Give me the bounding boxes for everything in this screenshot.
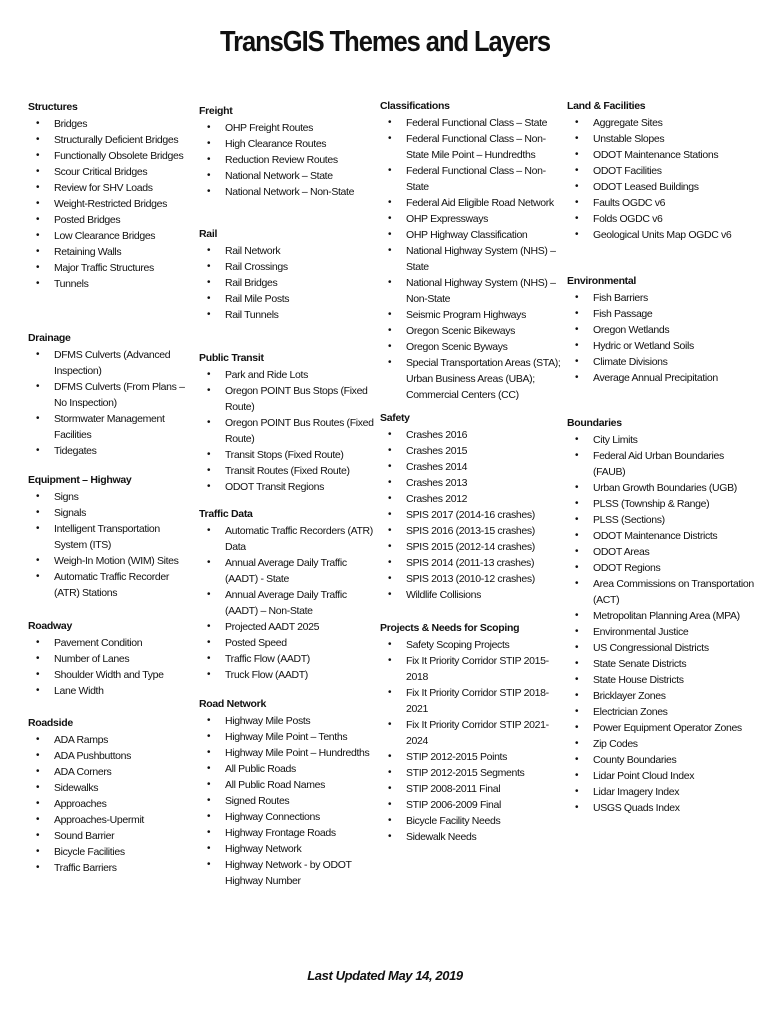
layer-list-item: • ODOT Regions xyxy=(567,560,757,576)
layer-list-item: • Rail Tunnels xyxy=(199,307,379,323)
layer-list-item: • SPIS 2017 (2014-16 crashes) xyxy=(380,507,562,523)
layer-list xyxy=(28,116,193,292)
layer-list-item: • Unstable Slopes xyxy=(567,131,757,147)
layer-list-item: • ODOT Maintenance Districts xyxy=(567,528,757,544)
layer-list-item: • Power Equipment Operator Zones xyxy=(567,720,757,736)
layer-list-item: • Number of Lanes xyxy=(28,651,193,667)
layer-list-item: • ODOT Facilities xyxy=(567,163,757,179)
layer-list-item: • Rail Bridges xyxy=(199,275,379,291)
layer-list-item: • Highway Network xyxy=(199,841,379,857)
layer-list-item: • Geological Units Map OGDC v6 xyxy=(567,227,757,243)
layer-list-item: • Truck Flow (AADT) xyxy=(199,667,379,683)
layer-list-item: • Highway Network - by ODOT Highway Number xyxy=(199,857,379,889)
layer-list xyxy=(199,523,379,683)
layer-list-item: • Traffic Flow (AADT) xyxy=(199,651,379,667)
layer-list-item: • Transit Routes (Fixed Route) xyxy=(199,463,379,479)
layer-list-item: • Structurally Deficient Bridges xyxy=(28,132,193,148)
layer-list-item: • Fish Passage xyxy=(567,306,757,322)
layer-list-item: • Approaches xyxy=(28,796,193,812)
layer-list xyxy=(199,243,379,323)
layer-list xyxy=(28,732,193,876)
layer-list-item: • PLSS (Sections) xyxy=(567,512,757,528)
layer-list-item: • Oregon Scenic Byways xyxy=(380,339,562,355)
layer-list-item: • Pavement Condition xyxy=(28,635,193,651)
layer-list-item: • Electrician Zones xyxy=(567,704,757,720)
layer-list-item: • Highway Connections xyxy=(199,809,379,825)
section-heading: Rail xyxy=(199,228,218,240)
layer-list-item: • Seismic Program Highways xyxy=(380,307,562,323)
layer-list-item: • Fish Barriers xyxy=(567,290,757,306)
layer-list-item: • Federal Functional Class – Non-State xyxy=(380,163,562,195)
layer-list-item: • Major Traffic Structures xyxy=(28,260,193,276)
layer-list-item: • Hydric or Wetland Soils xyxy=(567,338,757,354)
layer-list-item: • Crashes 2016 xyxy=(380,427,562,443)
layer-list-item: • DFMS Culverts (Advanced Inspection) xyxy=(28,347,193,379)
section-freight xyxy=(199,104,379,200)
layer-list-item: • Intelligent Transportation System (ITS) xyxy=(28,521,193,553)
section-roadside xyxy=(28,716,193,876)
layer-list-item: • SPIS 2013 (2010-12 crashes) xyxy=(380,571,562,587)
layer-list-item: • ADA Ramps xyxy=(28,732,193,748)
layer-list-item: • All Public Roads xyxy=(199,761,379,777)
section-drainage xyxy=(28,331,193,459)
section-boundaries xyxy=(567,416,757,816)
layer-list-item: • Scour Critical Bridges xyxy=(28,164,193,180)
layer-list-item: • Annual Average Daily Traffic (AADT) – Non-State xyxy=(199,587,379,619)
layer-list-item: • Traffic Barriers xyxy=(28,860,193,876)
layer-list-item: • National Highway System (NHS) – State xyxy=(380,243,562,275)
layer-list-item: • Crashes 2013 xyxy=(380,475,562,491)
layer-list-item: • Approaches-Upermit xyxy=(28,812,193,828)
layer-list xyxy=(28,347,193,459)
layer-list-item: • STIP 2012-2015 Segments xyxy=(380,765,562,781)
layer-list-item: • Sidewalks xyxy=(28,780,193,796)
layer-list-item: • Signed Routes xyxy=(199,793,379,809)
section-environmental xyxy=(567,274,757,386)
section-equipment-highway xyxy=(28,473,193,601)
layer-list-item: • Rail Mile Posts xyxy=(199,291,379,307)
section-classifications xyxy=(380,99,562,403)
layer-list-item: • OHP Freight Routes xyxy=(199,120,379,136)
layer-list-item: • Federal Aid Eligible Road Network xyxy=(380,195,562,211)
section-projects-needs xyxy=(380,621,562,845)
layer-list-item: • Rail Network xyxy=(199,243,379,259)
layer-list-item: • ODOT Transit Regions xyxy=(199,479,379,495)
section-heading: Structures xyxy=(28,101,78,113)
layer-list-item: • Bicycle Facilities xyxy=(28,844,193,860)
layer-list-item: • Transit Stops (Fixed Route) xyxy=(199,447,379,463)
section-heading: Equipment – Highway xyxy=(28,474,132,486)
layer-list-item: • Lidar Imagery Index xyxy=(567,784,757,800)
layer-list-item: • Federal Aid Urban Boundaries (FAUB) xyxy=(567,448,757,480)
section-structures xyxy=(28,100,193,292)
layer-list-item: • Functionally Obsolete Bridges xyxy=(28,148,193,164)
layer-list-item: • City Limits xyxy=(567,432,757,448)
layer-list xyxy=(28,635,193,699)
layer-list-item: • Automatic Traffic Recorder (ATR) Stations xyxy=(28,569,193,601)
layer-list-item: • Climate Divisions xyxy=(567,354,757,370)
section-heading: Roadway xyxy=(28,620,72,632)
layer-list-item: • SPIS 2014 (2011-13 crashes) xyxy=(380,555,562,571)
layer-list-item: • Oregon Scenic Bikeways xyxy=(380,323,562,339)
last-updated-footer: Last Updated May 14, 2019 xyxy=(307,968,463,983)
layer-list-item: • Lane Width xyxy=(28,683,193,699)
layer-list-item: • SPIS 2016 (2013-15 crashes) xyxy=(380,523,562,539)
layer-list-item: • PLSS (Township & Range) xyxy=(567,496,757,512)
layer-list-item: • State House Districts xyxy=(567,672,757,688)
layer-list-item: • Reduction Review Routes xyxy=(199,152,379,168)
section-heading: Drainage xyxy=(28,332,71,344)
layer-list-item: • Low Clearance Bridges xyxy=(28,228,193,244)
layer-list xyxy=(567,432,757,816)
layer-list xyxy=(380,637,562,845)
layer-list xyxy=(199,120,379,200)
layer-list-item: • STIP 2008-2011 Final xyxy=(380,781,562,797)
layer-list-item: • Crashes 2014 xyxy=(380,459,562,475)
section-heading: Freight xyxy=(199,105,233,117)
layer-list-item: • National Network – Non-State xyxy=(199,184,379,200)
layer-list-item: • Environmental Justice xyxy=(567,624,757,640)
layer-list-item: • Stormwater Management Facilities xyxy=(28,411,193,443)
layer-list-item: • State Senate Districts xyxy=(567,656,757,672)
layer-list-item: • Faults OGDC v6 xyxy=(567,195,757,211)
section-road-network xyxy=(199,697,379,889)
layer-list-item: • USGS Quads Index xyxy=(567,800,757,816)
layer-list xyxy=(199,713,379,889)
layer-list-item: • Signs xyxy=(28,489,193,505)
layer-list-item: • DFMS Culverts (From Plans – No Inspection) xyxy=(28,379,193,411)
layer-list-item: • Weigh-In Motion (WIM) Sites xyxy=(28,553,193,569)
layer-list-item: • Safety Scoping Projects xyxy=(380,637,562,653)
section-heading: Boundaries xyxy=(567,417,622,429)
layer-list-item: • STIP 2012-2015 Points xyxy=(380,749,562,765)
layer-list-item: • Average Annual Precipitation xyxy=(567,370,757,386)
layer-list-item: • Projected AADT 2025 xyxy=(199,619,379,635)
section-heading: Land & Facilities xyxy=(567,100,646,112)
layer-list-item: • Fix It Priority Corridor STIP 2018-2021 xyxy=(380,685,562,717)
layer-list-item: • Aggregate Sites xyxy=(567,115,757,131)
layer-list-item: • Urban Growth Boundaries (UGB) xyxy=(567,480,757,496)
layer-list-item: • Bricklayer Zones xyxy=(567,688,757,704)
layer-list-item: • Fix It Priority Corridor STIP 2015-2018 xyxy=(380,653,562,685)
layer-list-item: • Fix It Priority Corridor STIP 2021-2024 xyxy=(380,717,562,749)
layer-list-item: • All Public Road Names xyxy=(199,777,379,793)
section-traffic-data xyxy=(199,507,379,683)
layer-list-item: • SPIS 2015 (2012-14 crashes) xyxy=(380,539,562,555)
layer-list-item: • Signals xyxy=(28,505,193,521)
section-public-transit xyxy=(199,351,379,495)
section-heading: Safety xyxy=(380,412,410,424)
section-heading: Environmental xyxy=(567,275,637,287)
layer-list-item: • Highway Mile Point – Tenths xyxy=(199,729,379,745)
section-land-facilities xyxy=(567,99,757,243)
layer-list-item: • Sound Barrier xyxy=(28,828,193,844)
layer-list-item: • Shoulder Width and Type xyxy=(28,667,193,683)
layer-list-item: • Federal Functional Class – Non-State Mile Point – Hundredths xyxy=(380,131,562,163)
layer-list-item: • ADA Corners xyxy=(28,764,193,780)
layer-list-item: • Lidar Point Cloud Index xyxy=(567,768,757,784)
layer-list-item: • OHP Expressways xyxy=(380,211,562,227)
layer-list xyxy=(380,115,562,403)
layer-list-item: • Wildlife Collisions xyxy=(380,587,562,603)
layer-list-item: • OHP Highway Classification xyxy=(380,227,562,243)
layer-list-item: • STIP 2006-2009 Final xyxy=(380,797,562,813)
layer-list-item: • Area Commissions on Transportation (ACT) xyxy=(567,576,757,608)
layer-list-item: • Highway Frontage Roads xyxy=(199,825,379,841)
section-heading: Public Transit xyxy=(199,352,264,364)
layer-list-item: • Oregon POINT Bus Routes (Fixed Route) xyxy=(199,415,379,447)
layer-list-item: • Tidegates xyxy=(28,443,193,459)
layer-list-item: • Bicycle Facility Needs xyxy=(380,813,562,829)
layer-list-item: • Tunnels xyxy=(28,276,193,292)
layer-list xyxy=(380,427,562,603)
layer-list-item: • National Highway System (NHS) – Non-State xyxy=(380,275,562,307)
layer-list-item: • Folds OGDC v6 xyxy=(567,211,757,227)
layer-list-item: • Automatic Traffic Recorders (ATR) Data xyxy=(199,523,379,555)
layer-list-item: • Posted Bridges xyxy=(28,212,193,228)
section-rail xyxy=(199,227,379,323)
layer-list-item: • County Boundaries xyxy=(567,752,757,768)
layer-list-item: • High Clearance Routes xyxy=(199,136,379,152)
layer-list-item: • Park and Ride Lots xyxy=(199,367,379,383)
layer-list-item: • National Network – State xyxy=(199,168,379,184)
layer-list-item: • Metropolitan Planning Area (MPA) xyxy=(567,608,757,624)
layer-list xyxy=(199,367,379,495)
layer-list-item: • Annual Average Daily Traffic (AADT) - State xyxy=(199,555,379,587)
layer-list-item: • Weight-Restricted Bridges xyxy=(28,196,193,212)
section-heading: Road Network xyxy=(199,698,266,710)
layer-list-item: • Posted Speed xyxy=(199,635,379,651)
layer-list-item: • ODOT Leased Buildings xyxy=(567,179,757,195)
layer-list-item: • Rail Crossings xyxy=(199,259,379,275)
layer-list xyxy=(567,115,757,243)
section-roadway xyxy=(28,619,193,699)
layer-list-item: • Sidewalk Needs xyxy=(380,829,562,845)
layer-list xyxy=(28,489,193,601)
section-safety xyxy=(380,411,562,603)
page-title: TransGIS Themes and Layers xyxy=(220,26,550,58)
layer-list-item: • Bridges xyxy=(28,116,193,132)
layer-list-item: • Federal Functional Class – State xyxy=(380,115,562,131)
layer-list-item: • ODOT Maintenance Stations xyxy=(567,147,757,163)
layer-list-item: • Highway Mile Point – Hundredths xyxy=(199,745,379,761)
layer-list-item: • Crashes 2012 xyxy=(380,491,562,507)
layer-list-item: • Zip Codes xyxy=(567,736,757,752)
layer-list-item: • Review for SHV Loads xyxy=(28,180,193,196)
section-heading: Traffic Data xyxy=(199,508,253,520)
layer-list-item: • Highway Mile Posts xyxy=(199,713,379,729)
section-heading: Classifications xyxy=(380,100,450,112)
layer-list-item: • ADA Pushbuttons xyxy=(28,748,193,764)
section-heading: Roadside xyxy=(28,717,73,729)
layer-list-item: • ODOT Areas xyxy=(567,544,757,560)
layer-list-item: • Retaining Walls xyxy=(28,244,193,260)
layer-list-item: • Crashes 2015 xyxy=(380,443,562,459)
layer-list-item: • Oregon POINT Bus Stops (Fixed Route) xyxy=(199,383,379,415)
layer-list-item: • Oregon Wetlands xyxy=(567,322,757,338)
section-heading: Projects & Needs for Scoping xyxy=(380,622,520,634)
layer-list xyxy=(567,290,757,386)
layer-list-item: • Special Transportation Areas (STA); Urban Business Areas (UBA); Commercial Centers (CC) xyxy=(380,355,562,403)
layer-list-item: • US Congressional Districts xyxy=(567,640,757,656)
